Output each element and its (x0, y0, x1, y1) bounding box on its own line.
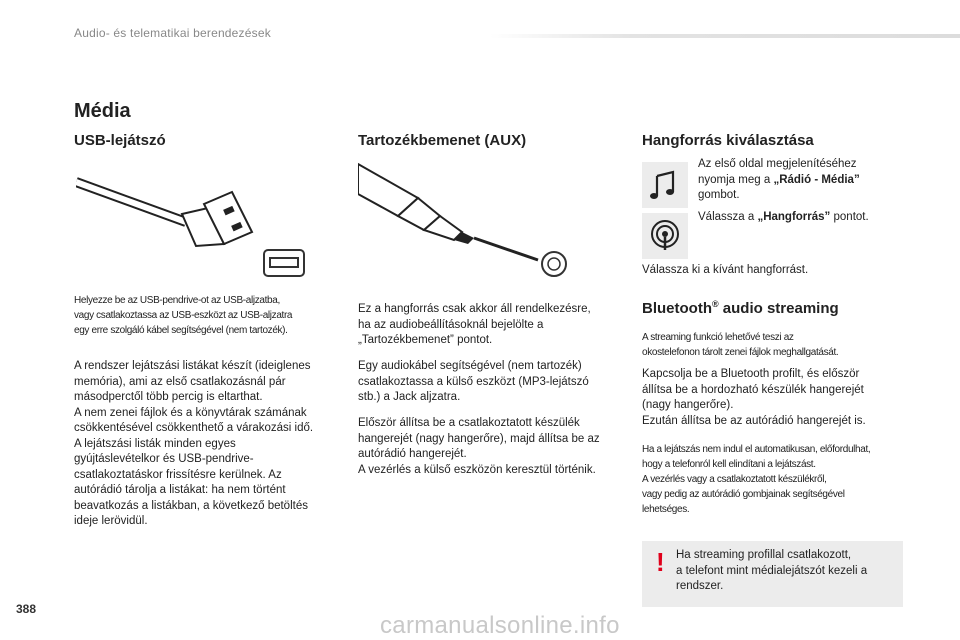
bluetooth-paragraph-2: Kapcsolja be a Bluetooth profilt, és először állítsa be a hordozható készülék hangerejét (nagy hangerőre). Ezután állítsa be az autórádió hangerejét is. (642, 368, 866, 427)
usb-port-icon (264, 250, 304, 276)
aux-paragraph-1: Ez a hangforrás csak akkor áll rendelkezésre, ha az audiobeállításoknál bejelölte a „Tartozékbemenet” pontot. (358, 303, 591, 346)
jack-cable-icon (358, 164, 538, 260)
usb-heading: USB-lejátszó (74, 132, 166, 149)
radio-broadcast-icon (642, 213, 688, 259)
jack-plug-illustration (358, 158, 598, 278)
music-note-icon (642, 162, 688, 208)
aux-socket-icon (542, 252, 566, 276)
usb-body: A rendszer lejátszási listákat készít (ideiglenes memória), ami az első csatlakozásnál pár másodperctől több percig is eltarthat. A nem zenei fájlok és a könyvtárak számának csökkentésével csökkenthető a várakozási idő. A lejátszási listák minden egyes gyújtáslevételkor és USB-pendrive- csatlakoztatáskor frissítésre kerülnek. Az autórádió tárolja a listákat: ha nem történt beavatkozás a listákban, a következő betöltés ideje lerövidül. (74, 360, 314, 527)
page-number: 388 (16, 602, 37, 616)
source-final-step: Válassza ki a kívánt hangforrást. (642, 264, 809, 276)
warning-exclamation-icon: ! (656, 547, 665, 577)
warning-note (642, 541, 903, 607)
warning-note-text: Ha streaming profillal csatlakozott, a telefont mint médialejátszót kezeli a rendszer. (676, 549, 868, 592)
header-rule (490, 34, 960, 38)
aux-heading: Tartozékbemenet (AUX) (358, 132, 527, 149)
section-header: Audio- és telematikai berendezések (74, 26, 271, 40)
source-step-2: Válassza a „Hangforrás” pontot. (698, 211, 869, 223)
aux-paragraph-2: Egy audiokábel segítségével (nem tartozék) csatlakoztassa a külső eszközt (MP3-lejátszó stb.) a Jack aljzatra. (358, 360, 589, 403)
bluetooth-paragraph-1: A streaming funkció lehetővé teszi az okostelefonon tárolt zenei fájlok meghallgatását. (642, 332, 839, 358)
source-step-1: Az első oldal megjelenítéséhez nyomja meg a „Rádió - Média” gombot. (698, 158, 860, 201)
usb-caption: Helyezze be az USB-pendrive-ot az USB-aljzatba, vagy csatlakoztassa az USB-eszközt az USB-aljzatra egy erre szolgáló kábel segítségével (nem tartozék). (74, 295, 293, 336)
source-heading: Hangforrás kiválasztása (642, 132, 814, 149)
usb-cable-icon (76, 182, 252, 246)
bluetooth-paragraph-3: Ha a lejátszás nem indul el automatikusan, előfordulhat, hogy a telefonról kell elindítani a lejátszást. A vezérlés vagy a csatlakoztatott készülékről, vagy pedig az autórádió gombjainak segítségével lehetséges. (642, 444, 871, 515)
aux-paragraph-3: Először állítsa be a csatlakoztatott készülék hangerejét (nagy hangerőre), majd állítsa be az autórádió hangerejét. A vezérlés a külső eszközön keresztül történik. (358, 417, 600, 476)
usb-plug-illustration (76, 160, 316, 280)
watermark: carmanualsonline.info (380, 612, 620, 639)
bluetooth-heading: Bluetooth® audio streaming (642, 299, 839, 317)
page-title: Média (74, 100, 131, 122)
